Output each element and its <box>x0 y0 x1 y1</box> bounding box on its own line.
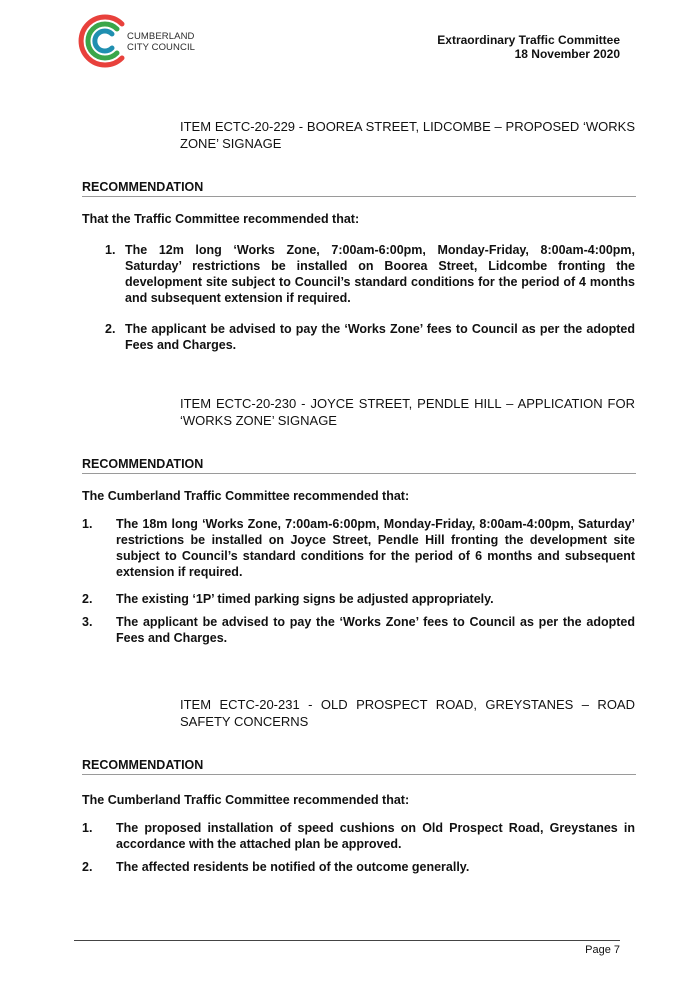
item-230-intro: The Cumberland Traffic Committee recommended that: <box>82 489 410 503</box>
item-231-intro: The Cumberland Traffic Committee recommended that: <box>82 793 410 807</box>
council-name-line2: CITY COUNCIL <box>127 42 196 53</box>
item-230-recommendation-3 <box>82 614 635 646</box>
item-229-recommendation-heading: RECOMMENDATION <box>82 180 636 197</box>
list-text: The proposed installation of speed cushions on Old Prospect Road, Greystanes in accordance with the attached plan be approved. <box>116 821 635 851</box>
list-number: 1. <box>105 243 116 257</box>
item-231-recommendation-1 <box>82 820 635 852</box>
list-number: 2. <box>82 860 93 874</box>
list-number: 2. <box>82 592 93 606</box>
council-name <box>127 31 195 53</box>
item-230-title: ITEM ECTC-20-230 - JOYCE STREET, PENDLE HILL – APPLICATION FOR ‘WORKS ZONE’ SIGNAGE <box>180 396 635 428</box>
page-number: Page 7 <box>585 944 620 956</box>
list-text: The applicant be advised to pay the ‘Works Zone’ fees to Council as per the adopted Fees and Charges. <box>116 615 635 645</box>
item-231-title: ITEM ECTC-20-231 - OLD PROSPECT ROAD, GREYSTANES – ROAD SAFETY CONCERNS <box>180 697 635 729</box>
council-logo-icon <box>78 14 126 68</box>
item-231-recommendation-heading: RECOMMENDATION <box>82 758 636 775</box>
council-logo <box>78 14 202 68</box>
list-number: 1. <box>82 821 93 835</box>
item-230-recommendation-2 <box>82 591 635 607</box>
list-number: 1. <box>82 517 93 531</box>
item-229-title: ITEM ECTC-20-229 - BOOREA STREET, LIDCOMBE – PROPOSED ‘WORKS ZONE’ SIGNAGE <box>180 119 635 151</box>
item-231-recommendation-2 <box>82 859 635 875</box>
list-text: The existing ‘1P’ timed parking signs be adjusted appropriately. <box>116 592 494 606</box>
item-229-recommendation-1 <box>105 242 635 306</box>
meeting-date: 18 November 2020 <box>514 47 620 61</box>
council-name-line1: CUMBERLAND <box>127 31 195 42</box>
list-text: The 12m long ‘Works Zone, 7:00am-6:00pm, Monday-Friday, 8:00am-4:00pm, Saturday’ restrictions be installed on Boorea Street, Lidcombe fronting the development site subject to Council’s standard conditions for the period of 4 months and subsequent extension if required. <box>125 243 635 305</box>
footer-divider <box>74 940 620 941</box>
list-number: 2. <box>105 322 116 336</box>
item-230-recommendation-1 <box>82 516 635 580</box>
item-229-intro: That the Traffic Committee recommended that: <box>82 212 360 226</box>
item-229-recommendation-2 <box>105 321 635 353</box>
list-text: The 18m long ‘Works Zone, 7:00am-6:00pm, Monday-Friday, 8:00am-4:00pm, Saturday’ restrictions be installed on Joyce Street, Pendle Hill fronting the development site subject to Council’s standard conditions for the period of 6 months and subsequent extension if required. <box>116 517 635 579</box>
committee-name: Extraordinary Traffic Committee <box>437 33 620 47</box>
item-230-recommendation-heading: RECOMMENDATION <box>82 457 636 474</box>
document-header <box>437 33 620 61</box>
list-number: 3. <box>82 615 93 629</box>
list-text: The affected residents be notified of the outcome generally. <box>116 860 470 874</box>
list-text: The applicant be advised to pay the ‘Works Zone’ fees to Council as per the adopted Fees and Charges. <box>125 322 635 352</box>
